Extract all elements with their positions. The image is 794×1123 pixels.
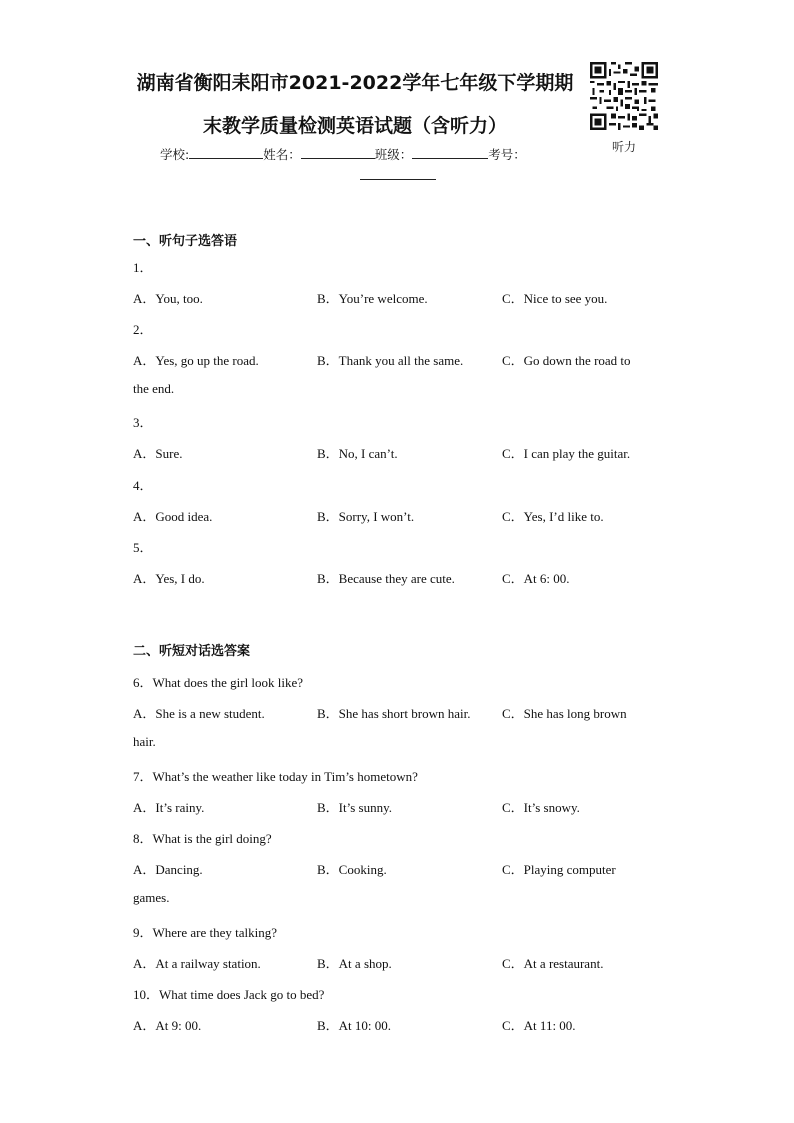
option-b: B．She has short brown hair.	[317, 706, 471, 721]
option-b: B．Cooking.	[317, 862, 387, 877]
class-label: 班级：	[374, 147, 413, 162]
option-c: C．Yes, I’d like to.	[502, 509, 604, 524]
option-c: C．At a restaurant.	[502, 956, 604, 971]
exam-no-label: 考号：	[488, 147, 526, 162]
question-number: 4．	[133, 478, 153, 493]
question-number: 9．	[133, 925, 153, 940]
student-info-line	[160, 145, 526, 163]
option-c: C．She has long brown	[502, 706, 627, 721]
exam-title-line2: 末教学质量检测英语试题（含听力）	[202, 115, 507, 137]
qr-code-icon	[590, 62, 658, 130]
option-a: A．Sure.	[133, 446, 183, 461]
option-b: B．Sorry, I won’t.	[317, 509, 415, 524]
option-c-continued: the end.	[133, 381, 175, 396]
option-a: A．Yes, I do.	[133, 571, 205, 586]
question-number: 1．	[133, 260, 153, 275]
class-blank[interactable]	[412, 145, 488, 159]
option-a: A．Dancing.	[133, 862, 203, 877]
question-text: What’s the weather like today in Tim’s hometown?	[152, 769, 418, 784]
name-blank[interactable]	[301, 145, 375, 159]
option-b: B．Because they are cute.	[317, 571, 455, 586]
question-stem	[133, 922, 277, 941]
option-b: B．It’s sunny.	[317, 800, 392, 815]
qr-label: 听力	[611, 140, 636, 154]
option-c: C．Go down the road to	[502, 353, 631, 368]
listening-qr[interactable]	[590, 62, 658, 154]
question-number: 10．	[133, 987, 160, 1002]
question-number: 5．	[133, 540, 153, 555]
option-a: A．Good idea.	[133, 509, 213, 524]
option-c-continued: hair.	[133, 734, 156, 749]
exam-no-blank[interactable]	[360, 167, 436, 180]
question-text: What does the girl look like?	[152, 675, 304, 690]
option-a: A．She is a new student.	[133, 706, 265, 721]
option-a: A．At 9: 00.	[133, 1018, 202, 1033]
question-number: 3．	[133, 415, 153, 430]
option-b: B．At 10: 00.	[317, 1018, 392, 1033]
question-number: 7．	[133, 769, 153, 784]
question-stem	[133, 984, 324, 1003]
school-label: 学校:	[160, 147, 190, 162]
question-stem	[133, 672, 303, 691]
option-a: A．Yes, go up the road.	[133, 353, 259, 368]
option-b: B．No, I can’t.	[317, 446, 398, 461]
option-c: C．At 6: 00.	[502, 571, 570, 586]
exam-title-line1: 湖南省衡阳耒阳市2021-2022学年七年级下学期期	[136, 72, 574, 94]
question-text: Where are they talking?	[152, 925, 278, 940]
option-c: C．At 11: 00.	[502, 1018, 576, 1033]
question-text: What time does Jack go to bed?	[159, 987, 325, 1002]
question-number: 6．	[133, 675, 153, 690]
name-label: 姓名：	[263, 147, 301, 162]
option-b: B．Thank you all the same.	[317, 353, 464, 368]
option-a: A．It’s rainy.	[133, 800, 205, 815]
option-c: C．Nice to see you.	[502, 291, 608, 306]
option-b: B．At a shop.	[317, 956, 392, 971]
option-c-continued: games.	[133, 890, 170, 905]
section-title: 二、听短对话选答案	[133, 644, 251, 659]
option-b: B．You’re welcome.	[317, 291, 428, 306]
question-stem	[133, 828, 272, 847]
option-c: C．It’s snowy.	[502, 800, 580, 815]
option-a: A．At a railway station.	[133, 956, 261, 971]
question-stem	[133, 766, 418, 785]
option-c: C．Playing computer	[502, 862, 616, 877]
section-title: 一、听句子选答语	[133, 234, 238, 249]
school-blank[interactable]	[189, 145, 263, 159]
option-c: C．I can play the guitar.	[502, 446, 631, 461]
question-number: 2．	[133, 322, 153, 337]
question-text: What is the girl doing?	[152, 831, 272, 846]
option-a: A．You, too.	[133, 291, 203, 306]
question-number: 8．	[133, 831, 153, 846]
